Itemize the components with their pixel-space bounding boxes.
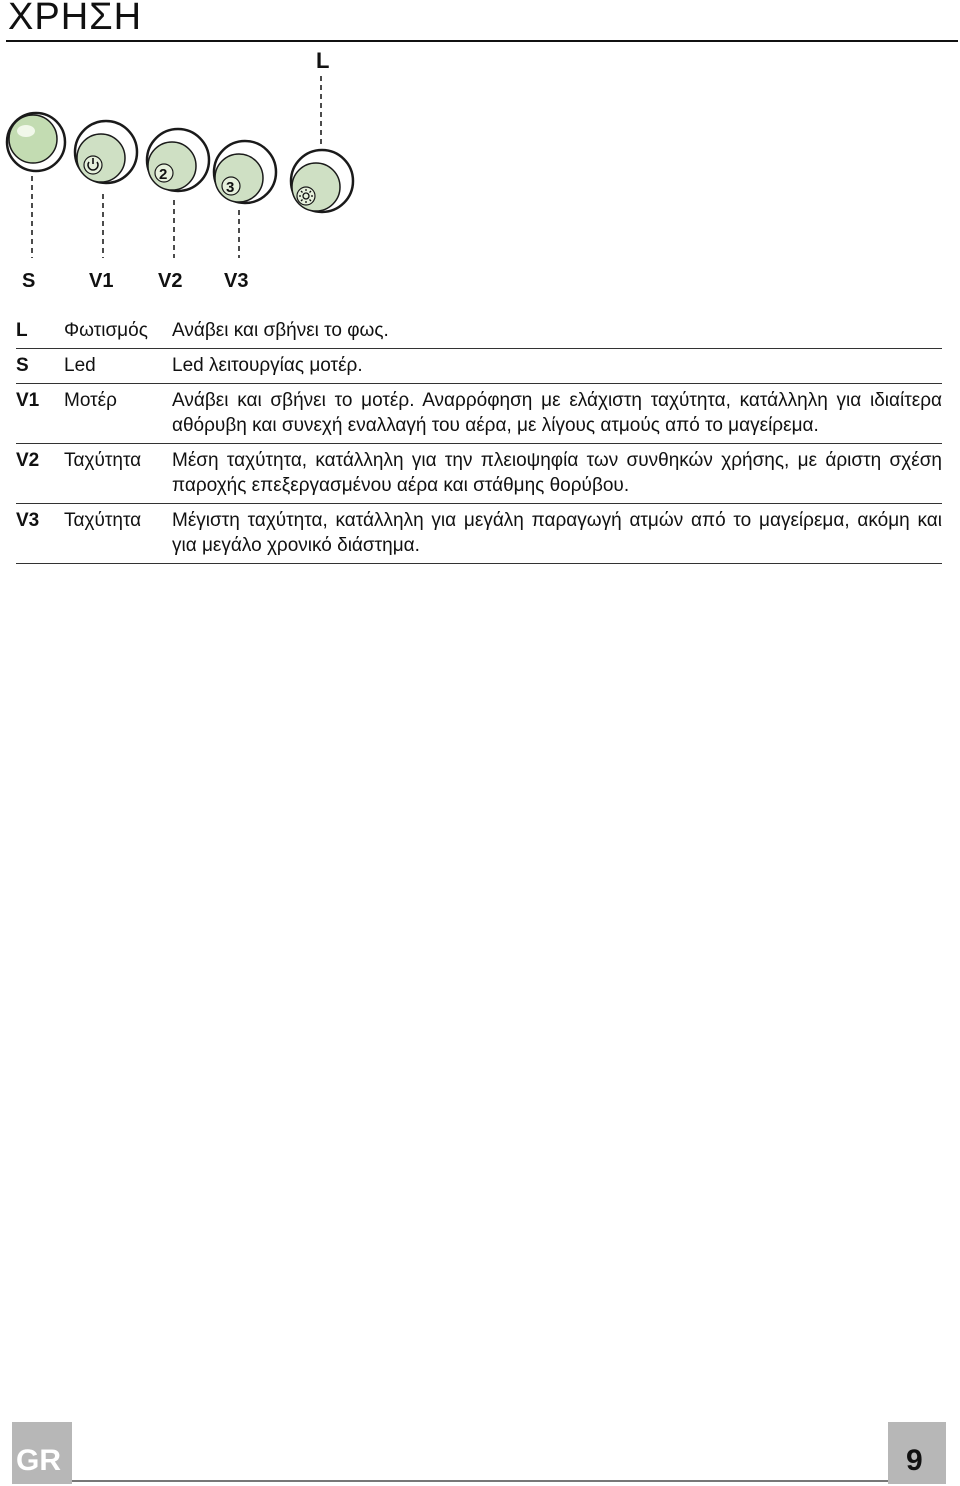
- row-name: Μοτέρ: [64, 390, 117, 411]
- row-name: Ταχύτητα: [64, 510, 142, 531]
- table-row: [16, 444, 942, 504]
- speed3-knob[interactable]: [214, 141, 276, 203]
- row-code: S: [16, 355, 29, 376]
- row-description: Μέση ταχύτητα, κατάλληλη για την πλειοψηφία των συνθηκών χρήσης, με άριστη σχέση παροχής επεξεργασμένου αέρα και στάθμης θορύβου.: [172, 450, 942, 496]
- row-code: V3: [16, 510, 40, 531]
- row-description: Ανάβει και σβήνει το φως.: [172, 320, 389, 341]
- row-name: Led: [64, 355, 96, 376]
- knob-label-v2: V2: [158, 270, 183, 292]
- light-knob[interactable]: [291, 150, 353, 212]
- page-title: ΧΡΗΣΗ: [8, 0, 143, 38]
- table-row: [16, 384, 942, 444]
- table-row: [16, 314, 942, 349]
- footer-rule: [72, 1480, 888, 1482]
- page-number: 9: [906, 1444, 923, 1477]
- row-code: V2: [16, 450, 40, 471]
- speed2-mark: 2: [159, 166, 168, 183]
- row-name: Φωτισμός: [64, 320, 148, 341]
- title-rule: [6, 40, 958, 42]
- led-indicator: [7, 113, 65, 171]
- row-description: Μέγιστη ταχύτητα, κατάλληλη για μεγάλη παραγωγή ατμών από το μαγείρεμα, ακόμη και για μεγάλο χρονικό διάστημα.: [172, 510, 942, 556]
- knob-label-v1: V1: [89, 270, 114, 292]
- row-description: Led λειτουργίας μοτέρ.: [172, 355, 363, 376]
- row-code: L: [16, 320, 28, 341]
- row-name: Ταχύτητα: [64, 450, 142, 471]
- table-row: [16, 504, 942, 564]
- table-row: [16, 349, 942, 384]
- speed3-mark: 3: [226, 179, 235, 196]
- diagram-label-l: L: [316, 48, 330, 73]
- row-description: Ανάβει και σβήνει το μοτέρ. Αναρρόφηση με ελάχιστη ταχύτητα, κατάλληλη για ιδιαίτερα αθόρυβη και συνεχή εναλλαγή του αέρα, με λίγους ατμούς από το μαγείρεμα.: [172, 390, 942, 436]
- controls-table: [16, 314, 942, 564]
- knob-label-s: S: [22, 270, 36, 292]
- footer-language-code: GR: [16, 1444, 61, 1477]
- knob-label-v3: V3: [224, 270, 249, 292]
- speed2-knob[interactable]: [147, 129, 209, 191]
- motor-knob[interactable]: [75, 121, 137, 183]
- row-code: V1: [16, 390, 40, 411]
- control-panel-diagram: [0, 44, 420, 264]
